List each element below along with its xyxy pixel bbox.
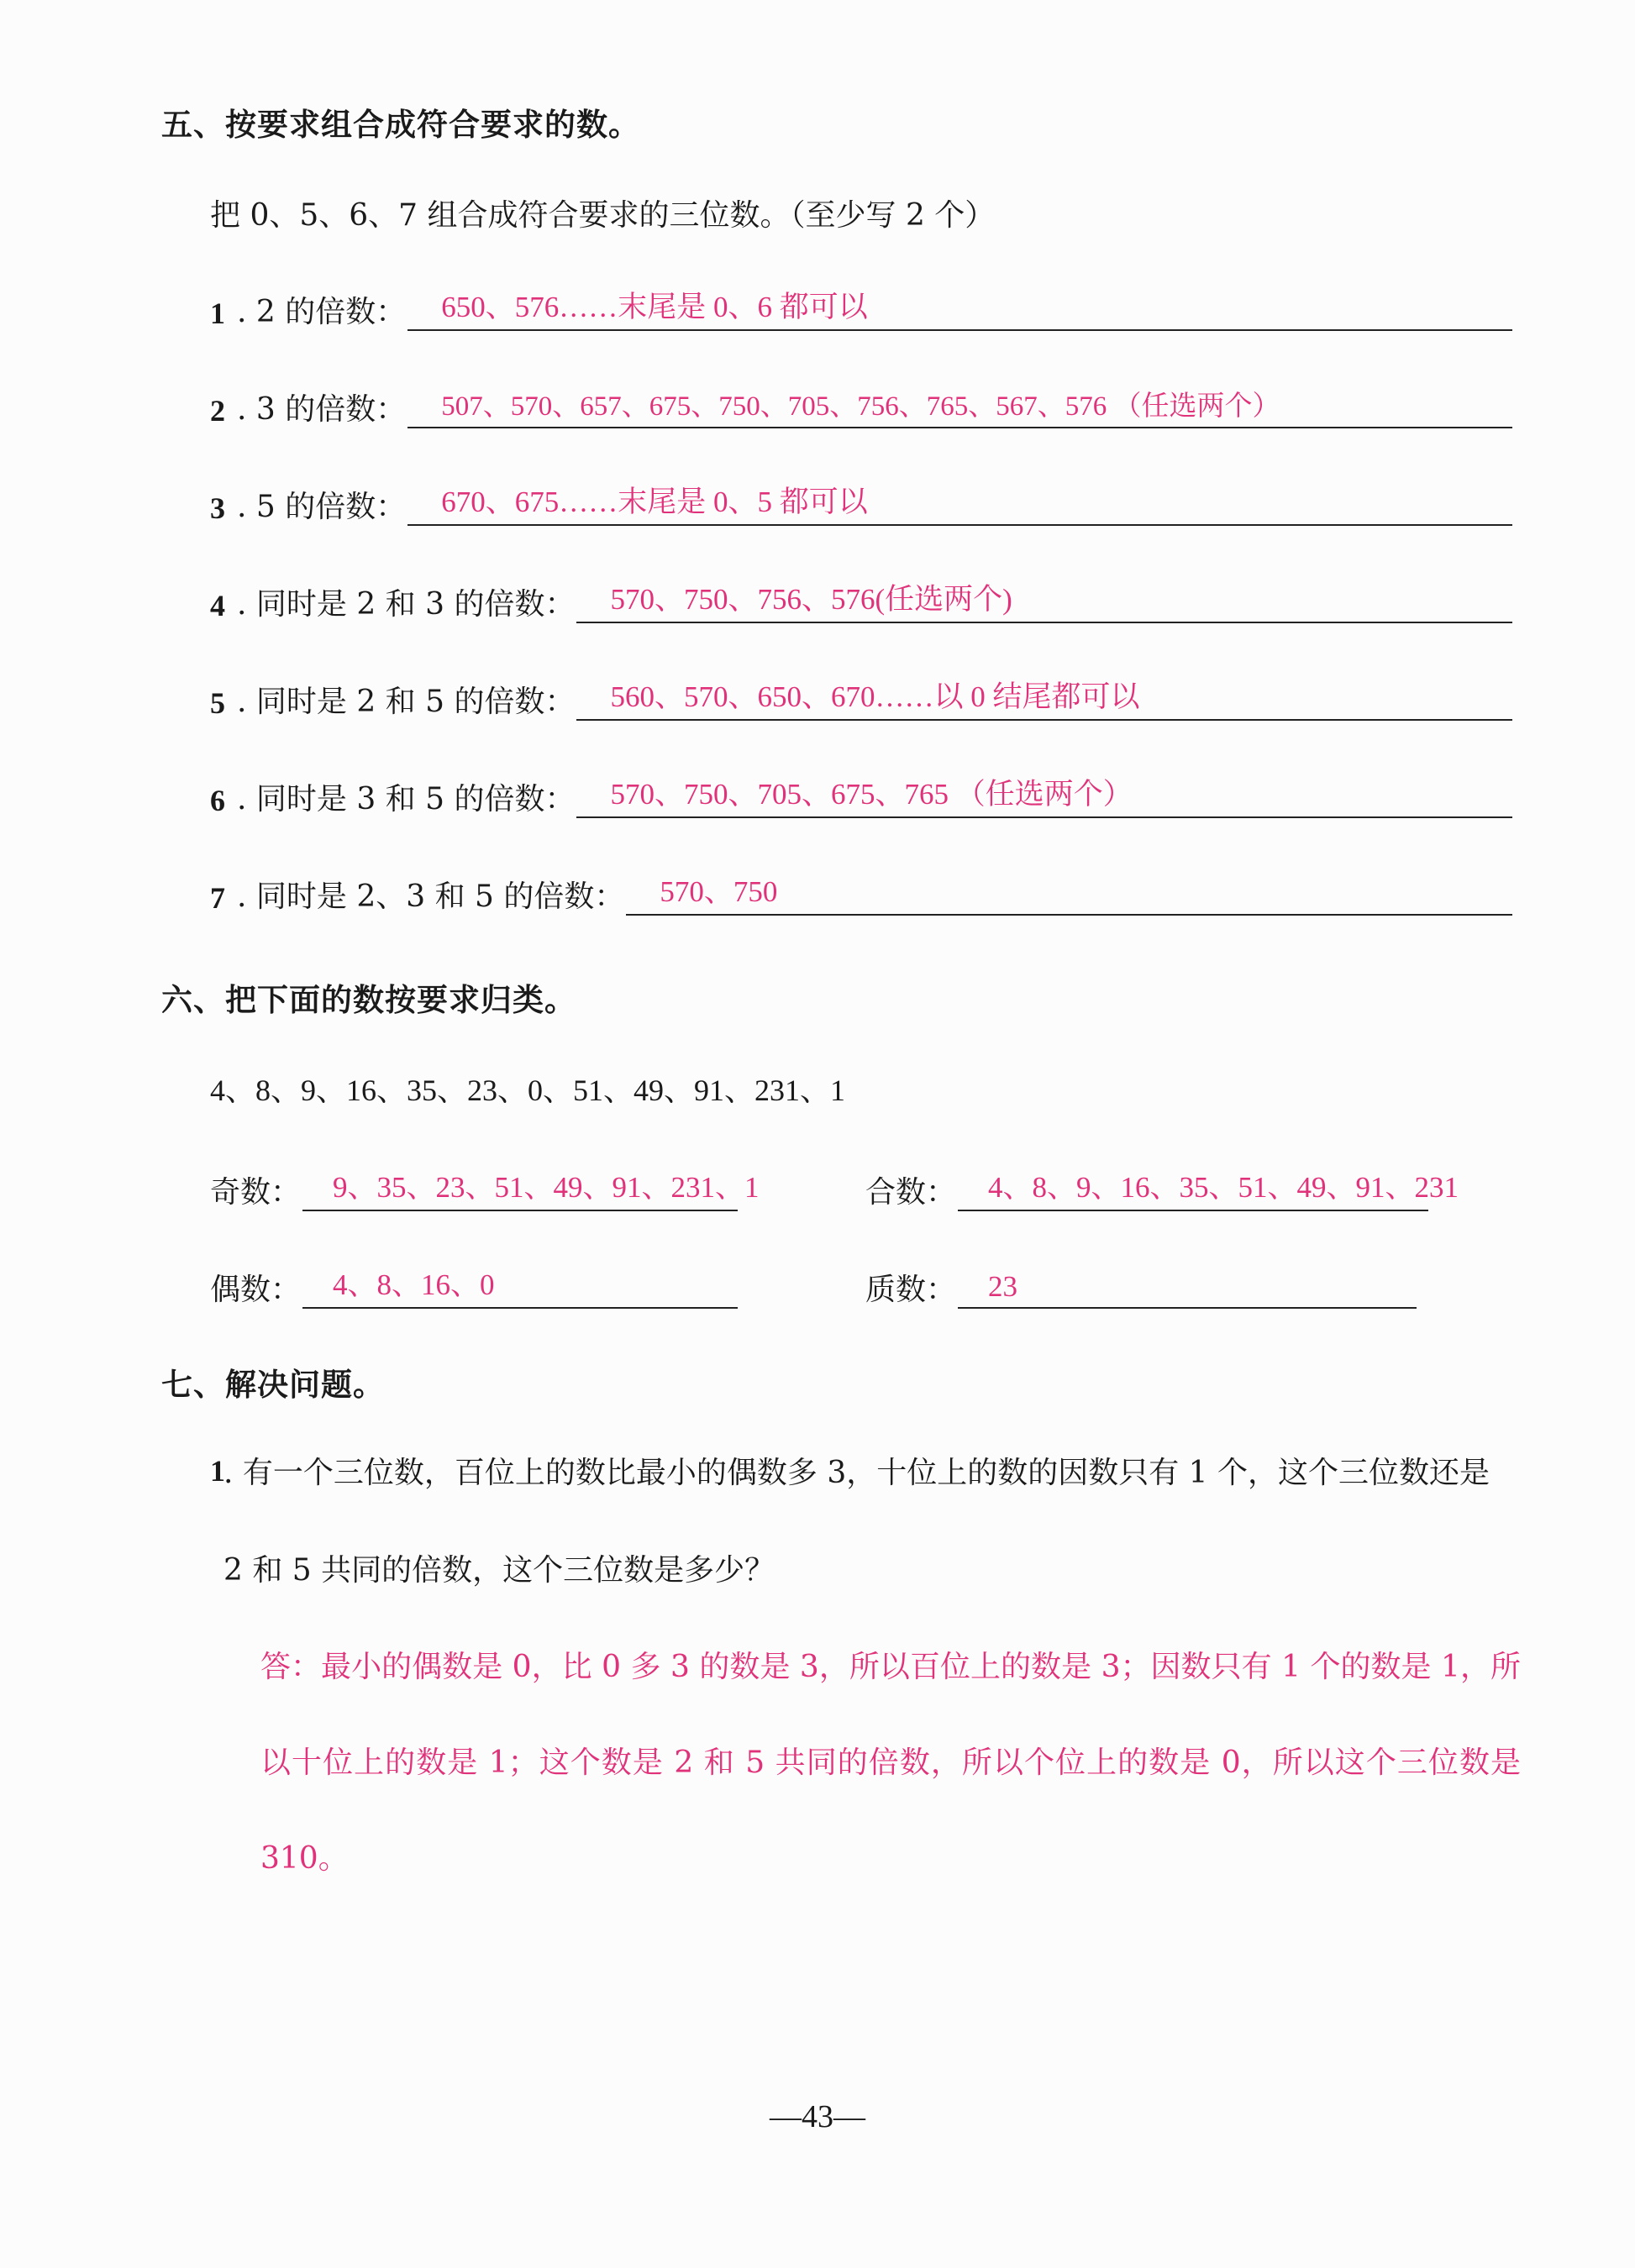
answer-text: 570、750 xyxy=(660,875,778,908)
question-number: 1 xyxy=(210,1454,225,1488)
question-number: 6 xyxy=(210,784,225,817)
composite-row xyxy=(865,1161,1459,1211)
prime-row xyxy=(865,1258,1417,1309)
question-label: . 同时是 2 和 5 的倍数： xyxy=(237,685,576,719)
section-7-title: 七、解决问题。 xyxy=(161,1367,385,1403)
question-row xyxy=(210,378,1512,428)
question-row xyxy=(210,670,1512,721)
question-label: . 同时是 2 和 3 的倍数： xyxy=(237,587,576,622)
word-problem xyxy=(223,1425,1512,1620)
answer-text: 570、750、705、675、765 （任选两个） xyxy=(610,778,1133,811)
answer-blank[interactable] xyxy=(407,383,1512,428)
question-number: 1 xyxy=(210,297,225,330)
composite-label: 合数： xyxy=(865,1175,957,1210)
answer-text: 670、675……末尾是 0、5 都可以 xyxy=(441,486,868,518)
odd-label: 奇数： xyxy=(210,1175,302,1210)
even-label: 偶数： xyxy=(210,1273,302,1307)
question-row xyxy=(210,865,1512,916)
number-list: 4、8、9、16、35、23、0、51、49、91、231、1 xyxy=(210,1074,845,1107)
composite-blank[interactable] xyxy=(958,1166,1459,1211)
question-number: 4 xyxy=(210,589,225,622)
question-row xyxy=(210,768,1512,818)
answer-blank[interactable] xyxy=(576,773,1512,818)
answer-text: 560、570、650、670……以 0 结尾都可以 xyxy=(610,680,1140,713)
question-row xyxy=(210,573,1512,623)
answer-text: 570、750、756、576(任选两个) xyxy=(610,583,1012,616)
question-number: 7 xyxy=(210,881,225,915)
answer-blank[interactable] xyxy=(576,578,1512,623)
question-label: . 2 的倍数： xyxy=(237,295,407,329)
odd-blank[interactable] xyxy=(302,1166,760,1211)
question-number: 2 xyxy=(210,394,225,428)
even-answer: 4、8、16、0 xyxy=(333,1268,495,1301)
answer-blank[interactable] xyxy=(407,480,1512,526)
question-label: . 3 的倍数： xyxy=(237,392,407,427)
composite-answer: 4、8、9、16、35、51、49、91、231 xyxy=(988,1171,1459,1204)
question-label: . 5 的倍数： xyxy=(237,490,407,524)
answer-blank[interactable] xyxy=(626,870,1512,916)
question-number: 5 xyxy=(210,686,225,720)
question-row xyxy=(210,281,1512,331)
answer-blank[interactable] xyxy=(407,286,1512,331)
section-5-title: 五、按要求组合成符合要求的数。 xyxy=(161,107,640,143)
odd-row xyxy=(210,1161,760,1211)
even-row xyxy=(210,1258,738,1309)
page-number: —43— xyxy=(770,2099,865,2134)
odd-answer: 9、35、23、51、49、91、231、1 xyxy=(333,1171,760,1204)
word-problem-text: . 有一个三位数，百位上的数比最小的偶数多 3，十位上的数的因数只有 1 个，这个三位数还是 2 和 5 共同的倍数，这个三位数是多少？ xyxy=(223,1456,1490,1588)
section-5-intro: 把 0、5、6、7 组合成符合要求的三位数。（至少写 2 个） xyxy=(210,198,996,233)
prime-label: 质数： xyxy=(865,1273,957,1307)
question-number: 3 xyxy=(210,491,225,525)
answer-text: 650、576……末尾是 0、6 都可以 xyxy=(441,291,868,323)
answer-text: 507、570、657、675、750、705、756、765、567、576 （任选两个） xyxy=(441,391,1280,422)
section-6-title: 六、把下面的数按要求归类。 xyxy=(161,982,576,1018)
answer-blank[interactable] xyxy=(576,675,1512,721)
question-label: . 同时是 3 和 5 的倍数： xyxy=(237,782,576,816)
solution-text: 答：最小的偶数是 0，比 0 多 3 的数是 3，所以百位上的数是 3；因数只有 1 个的数是 1，所以十位上的数是 1；这个数是 2 和 5 共同的倍数，所以个位上的数是 0，所以这个三位数是 310。 xyxy=(260,1650,1521,1876)
question-row xyxy=(210,475,1512,526)
even-blank[interactable] xyxy=(302,1263,738,1309)
question-label: . 同时是 2、3 和 5 的倍数： xyxy=(237,879,625,914)
prime-answer: 23 xyxy=(988,1270,1018,1303)
prime-blank[interactable] xyxy=(958,1263,1417,1309)
